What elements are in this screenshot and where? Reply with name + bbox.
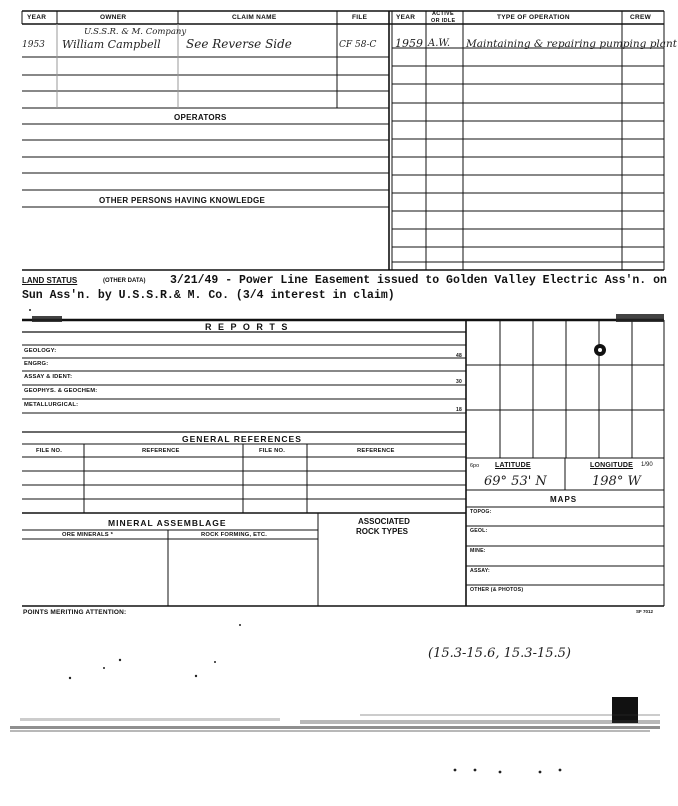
maps-row-label: ASSAY: (470, 568, 490, 574)
rock-types-label: ROCK TYPES (356, 527, 409, 536)
report-row-label: ENGRG: (24, 361, 49, 367)
report-row-number: 48 (456, 353, 462, 359)
registration-mark (612, 697, 638, 723)
points-meriting-label: POINTS MERITING ATTENTION: (23, 609, 127, 616)
longitude-value: 198° W (592, 474, 641, 489)
report-row-number: 18 (456, 407, 462, 413)
maps-row-label: MINE: (470, 548, 486, 554)
mineral-assemblage-title: MINERAL ASSEMBLAGE (108, 518, 227, 528)
row1-year-2: 1959 (395, 37, 423, 50)
form-number: SF 7012 (636, 609, 654, 614)
gref-header-reference-2: REFERENCE (357, 448, 395, 454)
row1-owner-line2: William Campbell (62, 38, 161, 51)
rock-forming-header: ROCK FORMING, ETC. (201, 532, 268, 538)
row1-active: A.W. (428, 38, 451, 49)
latitude-label: LATITUDE (495, 462, 531, 469)
report-row-label: METALLURGICAL: (24, 402, 79, 408)
header-active: ACTIVE (432, 11, 454, 17)
header-type-of-operation: TYPE OF OPERATION (497, 14, 570, 21)
header-crew: CREW (630, 14, 652, 21)
handwritten-note: (15.3-15.6, 15.3-15.5) (428, 646, 571, 661)
header-owner: OWNER (100, 14, 127, 21)
maps-row-label: TOPOG: (470, 509, 492, 515)
row1-owner-line1: U.S.S.R. & M. Company (84, 27, 187, 37)
header-year-2: YEAR (396, 14, 416, 21)
header-or-idle: OR IDLE (431, 18, 456, 24)
scan-noise-band (10, 714, 660, 732)
operators-label: OPERATORS (174, 113, 227, 122)
header-file: FILE (352, 14, 368, 21)
latitude-value: 69° 53' N (484, 474, 547, 489)
report-row-number: 30 (456, 379, 462, 385)
gref-header-reference-1: REFERENCE (142, 448, 180, 454)
header-year: YEAR (27, 14, 47, 21)
gref-header-file-no-2: FILE NO. (259, 448, 286, 454)
gref-header-file-no-1: FILE NO. (36, 448, 63, 454)
land-status-label: LAND STATUS (22, 276, 78, 285)
latitude-prefix: 6po (470, 463, 480, 469)
row1-type-of-operation: Maintaining & repairing pumping plant (466, 38, 678, 50)
reports-title: R E P O R T S (205, 322, 290, 332)
report-row-label: GEOPHYS. & GEOCHEM: (24, 388, 98, 394)
row1-file: CF 58-C (339, 40, 377, 50)
other-persons-label: OTHER PERSONS HAVING KNOWLEDGE (99, 196, 266, 205)
land-status-sublabel: (OTHER DATA) (103, 278, 146, 284)
general-references-title: GENERAL REFERENCES (182, 434, 302, 444)
report-row-label: ASSAY & IDENT: (24, 374, 73, 380)
ore-minerals-header: ORE MINERALS * (62, 532, 114, 538)
maps-row-label: GEOL: (470, 528, 488, 534)
report-row-label: GEOLOGY: (24, 348, 57, 354)
row1-year: 1953 (22, 40, 45, 50)
associated-label: ASSOCIATED (358, 517, 410, 526)
land-status-line2: Sun Ass'n. by U.S.S.R.& M. Co. (3/4 interest in claim) (22, 289, 395, 302)
maps-title: MAPS (550, 495, 578, 504)
maps-row-label: OTHER (& PHOTOS) (470, 587, 524, 593)
header-claim-name: CLAIM NAME (232, 14, 277, 21)
land-status-line1: 3/21/49 - Power Line Easement issued to Golden Valley Electric Ass'n. on (170, 274, 667, 287)
longitude-prefix: 1/90 (641, 462, 653, 468)
row1-claim-name: See Reverse Side (186, 37, 292, 51)
longitude-label: LONGITUDE (590, 462, 634, 469)
